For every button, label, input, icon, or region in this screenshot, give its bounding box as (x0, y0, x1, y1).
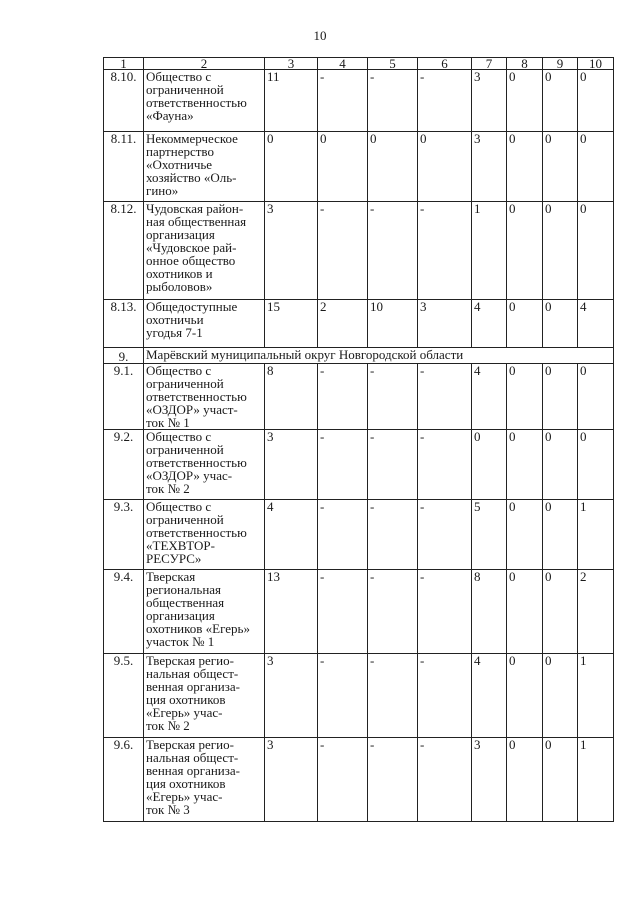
value-col-7: 3 (472, 70, 507, 132)
organization-name-line: общественная (146, 595, 225, 610)
table-row (104, 738, 614, 822)
organization-name-line: Общедоступные (146, 299, 238, 314)
organization-name-line: охотников и (146, 266, 213, 281)
organization-name-line: Тверская (146, 569, 196, 584)
row-number: 9.2. (104, 430, 144, 500)
value-col-10: 0 (578, 202, 614, 300)
value-col-3: 3 (265, 654, 318, 738)
value-col-6: - (418, 70, 472, 132)
organization-name-line: ная общественная (146, 214, 247, 229)
organization-name-line: угодья 7-1 (146, 325, 203, 340)
organization-name-line: ответственностью (146, 95, 247, 110)
value-col-10: 0 (578, 70, 614, 132)
organization-name (144, 364, 265, 430)
organization-name-line: нальная общест- (146, 750, 239, 765)
header-cell: 7 (472, 58, 507, 70)
value-col-3: 3 (265, 202, 318, 300)
organization-name (144, 300, 265, 348)
value-col-10: 4 (578, 300, 614, 348)
value-col-5: - (368, 70, 418, 132)
value-col-9: 0 (543, 364, 578, 430)
value-col-6: - (418, 738, 472, 822)
row-number: 9.6. (104, 738, 144, 822)
table-row (104, 654, 614, 738)
row-number: 8.11. (104, 132, 144, 202)
value-col-3: 0 (265, 132, 318, 202)
value-col-5: - (368, 202, 418, 300)
value-col-4: - (318, 654, 368, 738)
organization-name-line: «Егерь» учас- (146, 705, 223, 720)
section-row (104, 348, 614, 364)
value-col-5: 10 (368, 300, 418, 348)
organization-name-line: Тверская регио- (146, 737, 234, 752)
organization-name-line: ток № 2 (146, 718, 190, 733)
value-col-5: - (368, 654, 418, 738)
value-col-4: - (318, 430, 368, 500)
table-row (104, 202, 614, 300)
row-number: 8.13. (104, 300, 144, 348)
organization-name-line: Чудовская район- (146, 201, 244, 216)
value-col-7: 8 (472, 570, 507, 654)
value-col-5: - (368, 364, 418, 430)
organization-name-line: Тверская регио- (146, 653, 234, 668)
row-number: 8.10. (104, 70, 144, 132)
organization-name-line: хозяйство «Оль- (146, 170, 237, 185)
value-col-4: - (318, 500, 368, 570)
value-col-9: 0 (543, 430, 578, 500)
header-cell: 6 (418, 58, 472, 70)
organization-name (144, 430, 265, 500)
organization-name-line: ответственностью (146, 455, 247, 470)
value-col-9: 0 (543, 202, 578, 300)
organization-name-line: венная организа- (146, 679, 240, 694)
value-col-9: 0 (543, 70, 578, 132)
organization-name-line: «ОЗДОР» учас- (146, 468, 233, 483)
header-cell: 10 (578, 58, 614, 70)
organization-name-line: организация (146, 608, 215, 623)
organization-name-line: организация (146, 227, 215, 242)
organization-name-line: нальная общест- (146, 666, 239, 681)
value-col-4: - (318, 70, 368, 132)
organization-name-line: ограниченной (146, 376, 224, 391)
organization-name-line: Общество с (146, 69, 212, 84)
organization-name (144, 70, 265, 132)
organization-name-line: «Охотничье (146, 157, 213, 172)
table-row (104, 570, 614, 654)
value-col-9: 0 (543, 500, 578, 570)
organization-name (144, 738, 265, 822)
value-col-9: 0 (543, 300, 578, 348)
row-number: 8.12. (104, 202, 144, 300)
row-number: 9.3. (104, 500, 144, 570)
value-col-6: 3 (418, 300, 472, 348)
header-cell: 5 (368, 58, 418, 70)
organization-name-line: «Егерь» учас- (146, 789, 223, 804)
value-col-3: 13 (265, 570, 318, 654)
value-col-10: 2 (578, 570, 614, 654)
organization-name-line: охотников «Егерь» (146, 621, 250, 636)
value-col-10: 0 (578, 132, 614, 202)
value-col-3: 11 (265, 70, 318, 132)
header-cell: 9 (543, 58, 578, 70)
value-col-7: 4 (472, 654, 507, 738)
table-row (104, 132, 614, 202)
value-col-4: - (318, 738, 368, 822)
value-col-10: 0 (578, 430, 614, 500)
organization-name-line: ция охотников (146, 776, 226, 791)
value-col-8: 0 (507, 430, 543, 500)
value-col-9: 0 (543, 570, 578, 654)
header-cell: 4 (318, 58, 368, 70)
organization-name-line: венная организа- (146, 763, 240, 778)
organization-name-line: «ОЗДОР» участ- (146, 402, 238, 417)
value-col-5: - (368, 570, 418, 654)
organization-name-line: охотничьи (146, 312, 204, 327)
value-col-4: - (318, 364, 368, 430)
value-col-6: - (418, 654, 472, 738)
value-col-7: 3 (472, 738, 507, 822)
organization-name-line: региональная (146, 582, 222, 597)
row-number: 9.4. (104, 570, 144, 654)
table-row (104, 430, 614, 500)
organization-name-line: партнерство (146, 144, 214, 159)
table-row (104, 70, 614, 132)
value-col-6: - (418, 430, 472, 500)
value-col-7: 0 (472, 430, 507, 500)
value-col-5: - (368, 430, 418, 500)
organization-name-line: «Чудовское рай- (146, 240, 237, 255)
organization-name-line: Общество с (146, 429, 212, 444)
hunting-grounds-table (103, 57, 614, 822)
section-number: 9. (104, 348, 144, 364)
value-col-5: - (368, 500, 418, 570)
value-col-6: - (418, 202, 472, 300)
organization-name-line: Некоммерческое (146, 131, 238, 146)
value-col-7: 4 (472, 300, 507, 348)
value-col-8: 0 (507, 738, 543, 822)
organization-name-line: «Фауна» (146, 108, 194, 123)
row-number: 9.1. (104, 364, 144, 430)
organization-name-line: ответственностью (146, 389, 247, 404)
value-col-9: 0 (543, 738, 578, 822)
organization-name-line: ограниченной (146, 512, 224, 527)
value-col-7: 3 (472, 132, 507, 202)
organization-name (144, 654, 265, 738)
organization-name (144, 570, 265, 654)
header-cell: 3 (265, 58, 318, 70)
value-col-7: 5 (472, 500, 507, 570)
organization-name-line: Общество с (146, 363, 212, 378)
organization-name-line: рыболовов» (146, 279, 213, 294)
page-number: 10 (313, 28, 327, 43)
organization-name-line: ток № 2 (146, 481, 190, 496)
value-col-3: 3 (265, 430, 318, 500)
organization-name (144, 202, 265, 300)
value-col-6: - (418, 570, 472, 654)
organization-name (144, 132, 265, 202)
value-col-8: 0 (507, 364, 543, 430)
value-col-8: 0 (507, 300, 543, 348)
value-col-4: 2 (318, 300, 368, 348)
organization-name-line: участок № 1 (146, 634, 215, 649)
value-col-3: 3 (265, 738, 318, 822)
value-col-6: - (418, 364, 472, 430)
section-title: Марёвский муниципальный округ Новгородской области (144, 348, 614, 364)
organization-name-line: РЕСУРС» (146, 551, 202, 566)
header-cell: 8 (507, 58, 543, 70)
value-col-4: - (318, 202, 368, 300)
organization-name-line: ответственностью (146, 525, 247, 540)
header-row (104, 58, 614, 70)
value-col-8: 0 (507, 132, 543, 202)
table-row (104, 364, 614, 430)
value-col-5: 0 (368, 132, 418, 202)
header-cell: 1 (104, 58, 144, 70)
value-col-10: 1 (578, 500, 614, 570)
value-col-9: 0 (543, 654, 578, 738)
organization-name-line: онное общество (146, 253, 236, 268)
value-col-6: - (418, 500, 472, 570)
value-col-9: 0 (543, 132, 578, 202)
organization-name-line: ток № 3 (146, 802, 190, 817)
organization-name-line: гино» (146, 183, 179, 198)
value-col-4: 0 (318, 132, 368, 202)
table-body (104, 58, 614, 822)
organization-name-line: ток № 1 (146, 415, 190, 430)
value-col-10: 0 (578, 364, 614, 430)
value-col-8: 0 (507, 70, 543, 132)
value-col-3: 15 (265, 300, 318, 348)
value-col-4: - (318, 570, 368, 654)
value-col-3: 4 (265, 500, 318, 570)
table-row (104, 500, 614, 570)
value-col-10: 1 (578, 738, 614, 822)
organization-name-line: ограниченной (146, 442, 224, 457)
organization-name-line: Общество с (146, 499, 212, 514)
value-col-5: - (368, 738, 418, 822)
value-col-3: 8 (265, 364, 318, 430)
organization-name-line: ция охотников (146, 692, 226, 707)
value-col-6: 0 (418, 132, 472, 202)
value-col-8: 0 (507, 500, 543, 570)
table-row (104, 300, 614, 348)
header-cell: 2 (144, 58, 265, 70)
value-col-8: 0 (507, 654, 543, 738)
value-col-7: 1 (472, 202, 507, 300)
row-number: 9.5. (104, 654, 144, 738)
organization-name (144, 500, 265, 570)
value-col-10: 1 (578, 654, 614, 738)
value-col-8: 0 (507, 202, 543, 300)
organization-name-line: «ТЕХВТОР- (146, 538, 215, 553)
value-col-7: 4 (472, 364, 507, 430)
organization-name-line: ограниченной (146, 82, 224, 97)
value-col-8: 0 (507, 570, 543, 654)
